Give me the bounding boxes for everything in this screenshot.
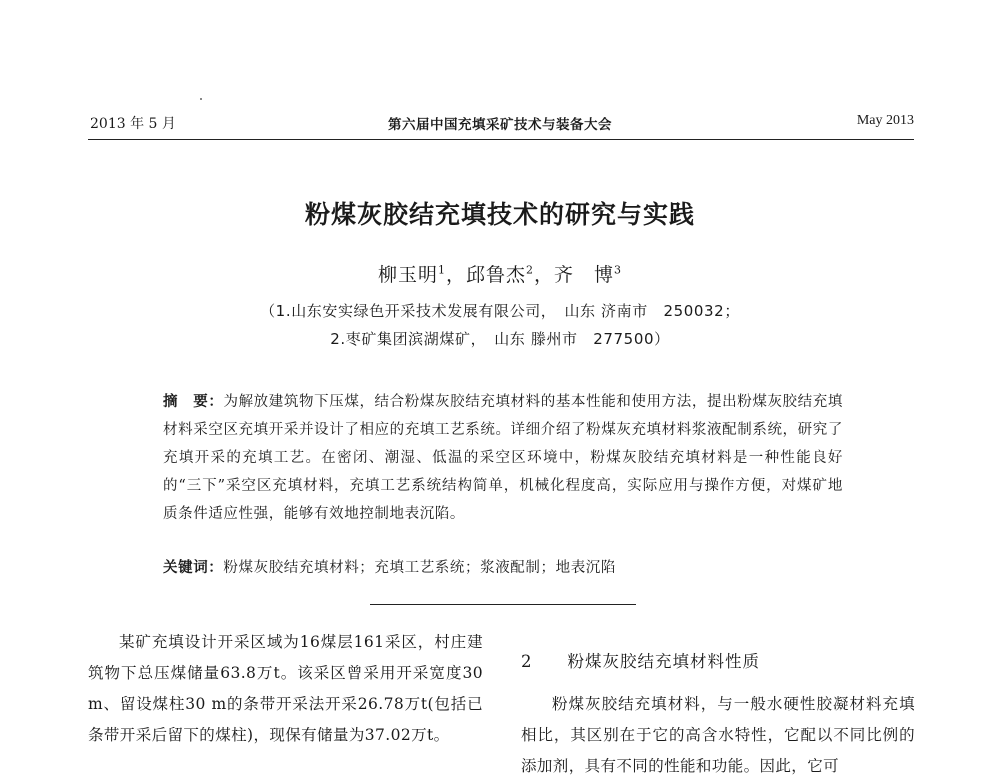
author-2-affil: 2 — [526, 263, 534, 277]
running-header-conference: 第六届中国充填采矿技术与装备大会 — [388, 117, 612, 133]
body-column-left — [88, 627, 483, 751]
header-rule — [88, 139, 914, 140]
paper-title: 粉煤灰胶结充填技术的研究与实践 — [304, 200, 695, 229]
author-2: 邱鲁杰 — [465, 264, 526, 286]
section-number: 2 — [521, 652, 533, 671]
running-header-date: 2013 年 5 月 — [90, 116, 176, 132]
section-divider — [370, 604, 636, 605]
author-1: 柳玉明 — [377, 264, 438, 286]
body-paragraph: 某矿充填设计开采区域为16煤层161采区，村庄建筑物下总压煤储量63.8万t。该采区曾采用开采宽度30 m、留设煤柱30 m的条带开采法开采26.78万t(包括已条带开采后留下的煤柱)，现保有储量为37.02万t。 — [88, 633, 483, 744]
author-3: 齐 博 — [554, 264, 615, 286]
abstract — [163, 388, 843, 528]
keywords-text: 粉煤灰胶结充填材料；充填工艺系统；浆液配制；地表沉陷 — [223, 560, 617, 576]
affiliation-1: （1.山东安实绿色开采技术发展有限公司， 山东 济南市 250032； — [260, 302, 740, 320]
author-3-affil: 3 — [614, 263, 623, 277]
body-column-right — [521, 689, 915, 782]
scan-speck — [200, 98, 202, 100]
section-heading — [521, 648, 760, 672]
keywords — [163, 556, 843, 577]
author-list: 柳玉明$^1$，邱鲁杰$^2$，齐 博$^3$ — [377, 263, 623, 286]
affiliation-2: 2.枣矿集团滨湖煤矿， 山东 滕州市 277500） — [330, 330, 670, 348]
section-title: 粉煤灰胶结充填材料性质 — [567, 652, 760, 671]
running-header-date-en: May 2013 — [856, 113, 914, 128]
author-1-affil: 1 — [437, 263, 446, 277]
keywords-label: 关键词： — [163, 560, 224, 576]
body-paragraph: 粉煤灰胶结充填材料，与一般水硬性胶凝材料充填相比，其区别在于它的高含水特性，它配以不同比例的添加剂，具有不同的性能和功能。因此，它可 — [521, 695, 915, 775]
abstract-text: 为解放建筑物下压煤，结合粉煤灰胶结充填材料的基本性能和使用方法，提出粉煤灰胶结充填材料采空区充填开采并设计了相应的充填工艺系统。详细介绍了粉煤灰充填材料浆液配制系统，研究了充填开采的充填工艺。在密闭、潮湿、低温的采空区环境中，粉煤灰胶结充填材料是一种性能良好的“三下”采空区充填材料，充填工艺系统结构简单，机械化程度高，实际应用与操作方便，对煤矿地质条件适应性强，能够有效地控制地表沉陷。 — [163, 394, 843, 522]
abstract-label: 摘 要： — [163, 394, 224, 410]
